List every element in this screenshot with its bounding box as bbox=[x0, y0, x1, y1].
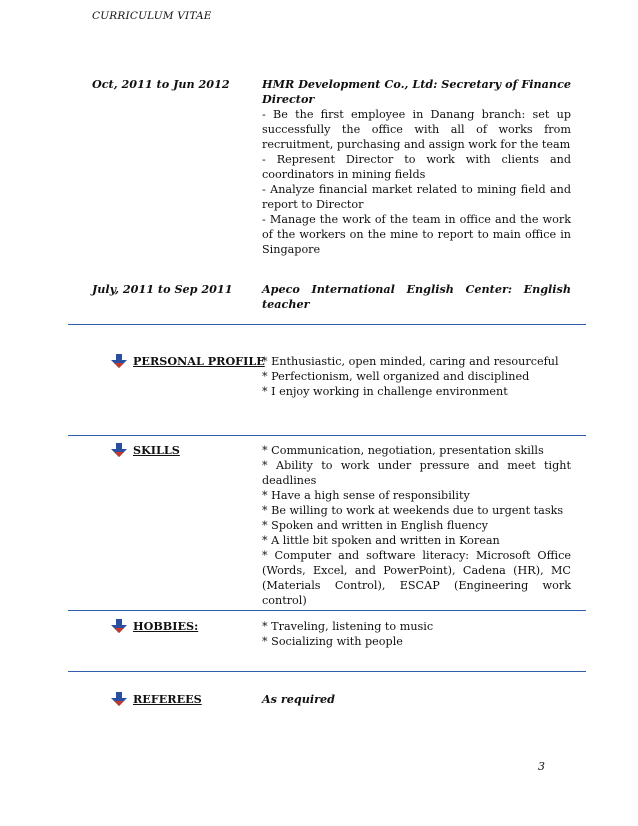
section-divider bbox=[68, 610, 586, 611]
section-content bbox=[262, 619, 571, 649]
experience-title: HMR Development Co., Ltd: Secretary of Finance Director bbox=[262, 77, 571, 106]
section-divider bbox=[68, 435, 586, 436]
section-label: PERSONAL PROFILE bbox=[133, 354, 265, 368]
experience-date: Oct, 2011 to Jun 2012 bbox=[92, 77, 230, 91]
hobby-line: * Socializing with people bbox=[262, 635, 403, 648]
experience-title: Apeco International English Center: English teacher bbox=[262, 282, 571, 311]
arrow-down-icon bbox=[111, 354, 127, 368]
profile-line: * Perfectionism, well organized and disciplined bbox=[262, 370, 530, 383]
experience-details bbox=[262, 282, 571, 312]
section-content bbox=[262, 443, 571, 608]
section-divider bbox=[68, 671, 586, 672]
arrow-down-icon bbox=[111, 619, 127, 633]
page-number: 3 bbox=[538, 760, 545, 773]
skill-line: * Communication, negotiation, presentation skills bbox=[262, 444, 544, 457]
experience-line: - Be the first employee in Danang branch: set up successfully the office with all of works from recruitment, purchasing and assign work for the team bbox=[262, 108, 571, 151]
experience-line: - Manage the work of the team in office and the work of the workers on the mine to report to main office in Singapore bbox=[262, 213, 571, 256]
experience-line: - Represent Director to work with clients and coordinators in mining fields bbox=[262, 153, 571, 181]
profile-line: * Enthusiastic, open minded, caring and resourceful bbox=[262, 355, 559, 368]
experience-details bbox=[262, 77, 571, 257]
skill-line: * Be willing to work at weekends due to urgent tasks bbox=[262, 504, 564, 517]
document-header: CURRICULUM VITAE bbox=[92, 10, 212, 22]
experience-date: July, 2011 to Sep 2011 bbox=[92, 282, 233, 296]
section-label: REFEREES bbox=[133, 692, 202, 706]
arrow-down-icon bbox=[111, 443, 127, 457]
experience-line: - Analyze financial market related to mining field and report to Director bbox=[262, 183, 571, 211]
section-heading bbox=[111, 692, 202, 707]
profile-line: * I enjoy working in challenge environment bbox=[262, 385, 508, 398]
hobby-line: * Traveling, listening to music bbox=[262, 620, 434, 633]
skill-line: * Computer and software literacy: Microsoft Office (Words, Excel, and PowerPoint), Cadena (HR), MC (Materials Control), ESCAP (Engineering work control) bbox=[262, 549, 571, 607]
referees-value: As required bbox=[262, 692, 335, 706]
section-heading bbox=[111, 443, 180, 458]
section-label: HOBBIES: bbox=[133, 619, 199, 633]
section-label: SKILLS bbox=[133, 443, 180, 457]
section-divider bbox=[68, 324, 586, 325]
skill-line: * A little bit spoken and written in Korean bbox=[262, 534, 500, 547]
section-heading bbox=[111, 619, 198, 634]
section-heading bbox=[111, 354, 265, 369]
skill-line: * Have a high sense of responsibility bbox=[262, 489, 470, 502]
skill-line: * Spoken and written in English fluency bbox=[262, 519, 488, 532]
arrow-down-icon bbox=[111, 692, 127, 706]
skill-line: * Ability to work under pressure and meet tight deadlines bbox=[262, 459, 571, 487]
section-content bbox=[262, 354, 571, 399]
section-content bbox=[262, 692, 571, 707]
